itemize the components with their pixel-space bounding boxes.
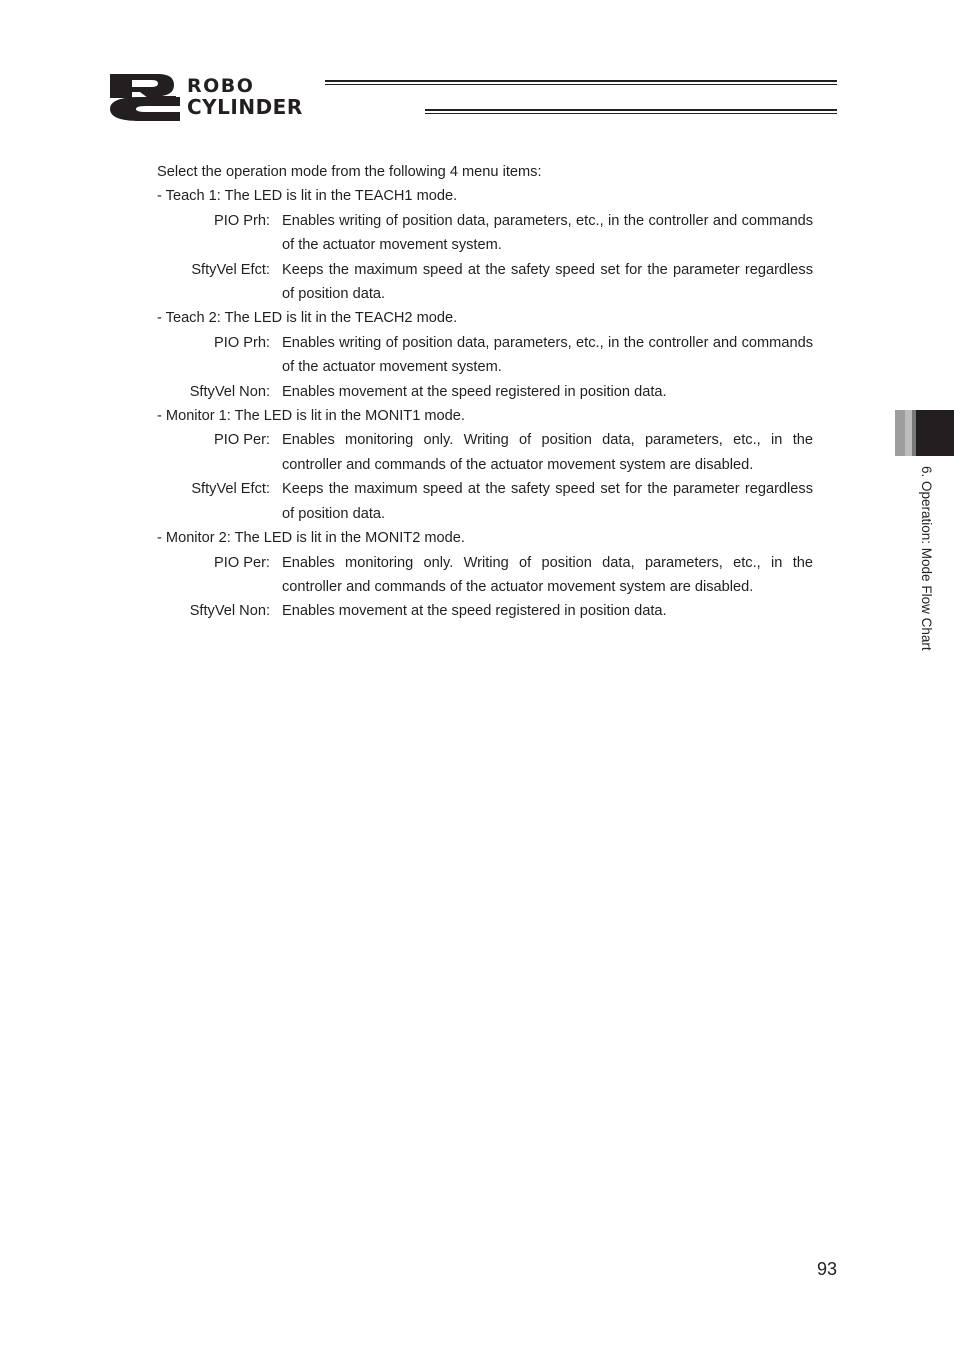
mode-entry — [157, 599, 813, 623]
header-rule-top — [325, 80, 837, 85]
entry-description: Enables writing of position data, parameters, etc., in the controller and commands of the actuator movement system. — [282, 212, 813, 254]
entry-description: Enables monitoring only. Writing of position data, parameters, etc., in the controller and commands of the actuator movement system are disabled. — [282, 432, 813, 473]
chapter-side-label: 6. Operation: Mode Flow Chart — [919, 466, 934, 651]
mode-entry — [157, 477, 813, 526]
mode-entry — [157, 551, 813, 600]
entry-label: PIO Prh: — [214, 212, 270, 229]
entry-label: PIO Per: — [214, 432, 270, 449]
rc-logo-icon — [108, 72, 184, 122]
logo-word-cylinder: CYLINDER — [187, 95, 303, 119]
mode-entry — [157, 258, 813, 307]
entry-description: Enables monitoring only. Writing of position data, parameters, etc., in the controller and commands of the actuator movement system are disabled. — [282, 554, 813, 595]
main-content — [157, 160, 813, 624]
mode-heading: - Teach 2: The LED is lit in the TEACH2 mode. — [157, 310, 458, 327]
header-rule-bottom — [425, 109, 837, 114]
mode-entry — [157, 331, 813, 380]
mode-section-teach1 — [157, 184, 813, 306]
chapter-tab — [895, 410, 954, 456]
mode-section-monitor2 — [157, 526, 813, 624]
entry-description: Enables writing of position data, parameters, etc., in the controller and commands of the actuator movement system. — [282, 334, 813, 376]
mode-entry — [157, 380, 813, 404]
entry-description: Keeps the maximum speed at the safety speed set for the parameter regardless of position data. — [282, 481, 813, 522]
entry-label: PIO Prh: — [214, 334, 270, 351]
mode-section-monitor1 — [157, 404, 813, 526]
logo-word-robo: ROBO — [187, 75, 255, 97]
entry-description: Enables movement at the speed registered in position data. — [282, 383, 667, 400]
entry-label: SftyVel Non: — [189, 383, 270, 400]
entry-description: Enables movement at the speed registered in position data. — [282, 603, 667, 620]
entry-label: SftyVel Efct: — [191, 481, 270, 498]
mode-entry — [157, 428, 813, 477]
entry-label: SftyVel Non: — [189, 603, 270, 620]
entry-label: PIO Per: — [214, 554, 270, 571]
page-number: 93 — [817, 1259, 838, 1279]
intro-text: Select the operation mode from the following 4 menu items: — [157, 164, 542, 180]
mode-entry — [157, 209, 813, 258]
mode-heading: - Monitor 2: The LED is lit in the MONIT2 mode. — [157, 530, 465, 547]
entry-description: Keeps the maximum speed at the safety speed set for the parameter regardless of position data. — [282, 261, 813, 303]
mode-heading: - Monitor 1: The LED is lit in the MONIT1 mode. — [157, 408, 465, 425]
entry-label: SftyVel Efct: — [191, 261, 270, 278]
mode-section-teach2 — [157, 306, 813, 404]
mode-heading: - Teach 1: The LED is lit in the TEACH1 mode. — [157, 188, 458, 205]
